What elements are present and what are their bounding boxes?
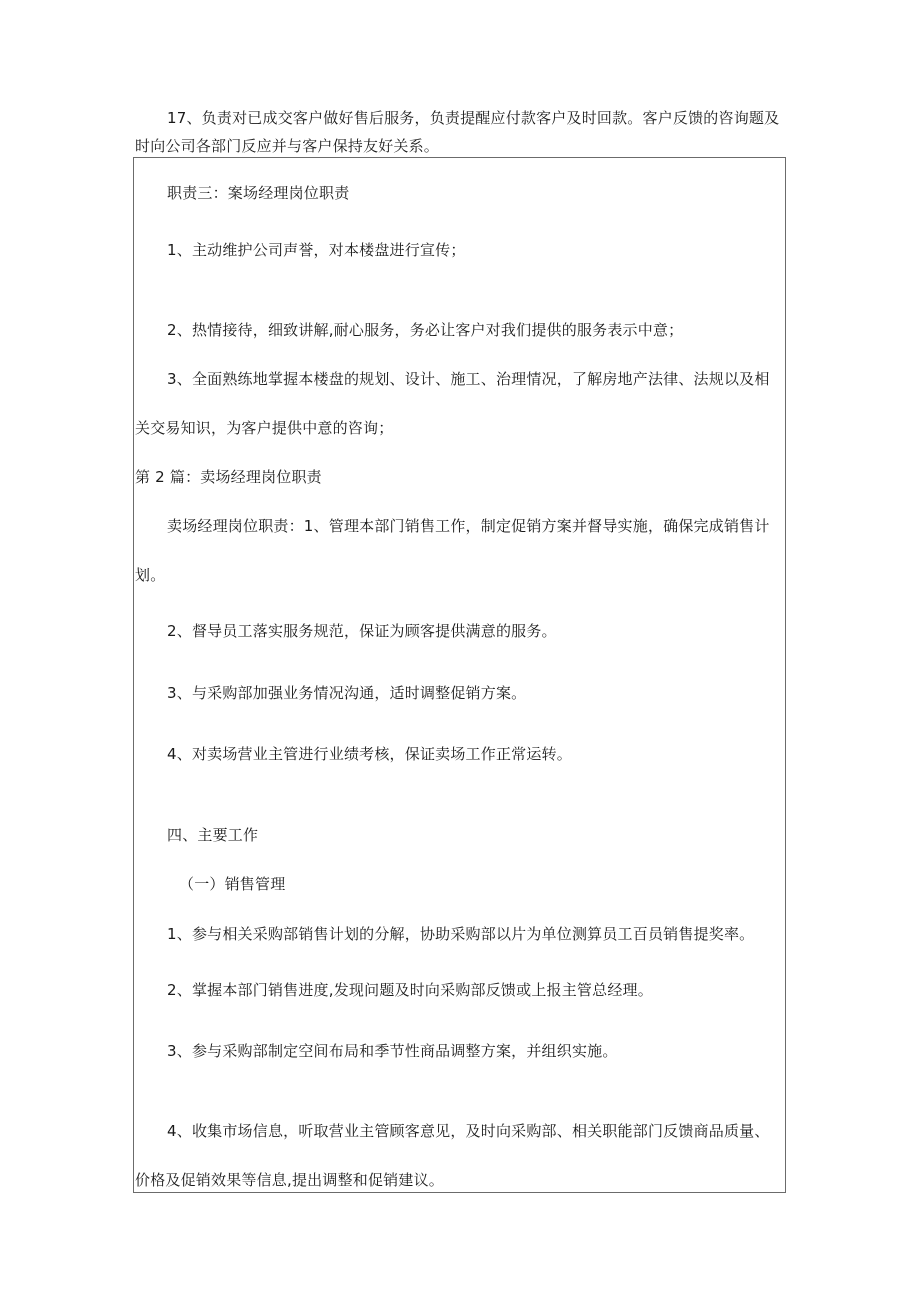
article2-title: 第 2 篇：卖场经理岗位职责 <box>135 468 322 486</box>
intro-line-2: 时向公司各部门反应并与客户保持友好关系。 <box>135 137 440 155</box>
duty3-item-3-line-1: 3、全面熟练地掌握本楼盘的规划、设计、施工、治理情况，了解房地产法律、法规以及相 <box>167 370 770 388</box>
duty3-item-3-line-2: 关交易知识，为客户提供中意的咨询； <box>135 419 394 437</box>
article2-item-1-line-2: 划。 <box>135 566 166 584</box>
article2-item-1-line-1: 卖场经理岗位职责：1、管理本部门销售工作，制定促销方案并督导实施，确保完成销售计 <box>167 517 770 535</box>
section4-item-4-line-1: 4、收集市场信息，听取营业主管顾客意见，及时向采购部、相关职能部门反馈商品质量、 <box>167 1122 770 1140</box>
section4-item-3: 3、参与采购部制定空间布局和季节性商品调整方案，并组织实施。 <box>167 1042 618 1060</box>
intro-line-1: 17、负责对已成交客户做好售后服务，负责提醒应付款客户及时回款。客户反馈的咨询题及 <box>167 109 780 127</box>
duty3-item-2: 2、热情接待，细致讲解,耐心服务，务必让客户对我们提供的服务表示中意； <box>167 321 684 339</box>
section4-item-4-line-2: 价格及促销效果等信息,提出调整和促销建议。 <box>135 1171 444 1189</box>
content-frame <box>133 157 786 1193</box>
article2-item-2: 2、督导员工落实服务规范，保证为顾客提供满意的服务。 <box>167 622 557 640</box>
article2-item-3: 3、与采购部加强业务情况沟通，适时调整促销方案。 <box>167 684 527 702</box>
section4-title: 四、主要工作 <box>167 826 259 844</box>
duty3-item-1: 1、主动维护公司声誉，对本楼盘进行宣传； <box>167 241 466 259</box>
article2-item-4: 4、对卖场营业主管进行业绩考核，保证卖场工作正常运转。 <box>167 745 572 763</box>
section4-item-2: 2、掌握本部门销售进度,发现问题及时向采购部反馈或上报主管总经理。 <box>167 981 653 999</box>
section4-subtitle: （一）销售管理 <box>179 875 286 893</box>
duty3-title: 职责三：案场经理岗位职责 <box>167 184 350 202</box>
section4-item-1: 1、参与相关采购部销售计划的分解，协助采购部以片为单位测算员工百员销售提奖率。 <box>167 925 755 943</box>
